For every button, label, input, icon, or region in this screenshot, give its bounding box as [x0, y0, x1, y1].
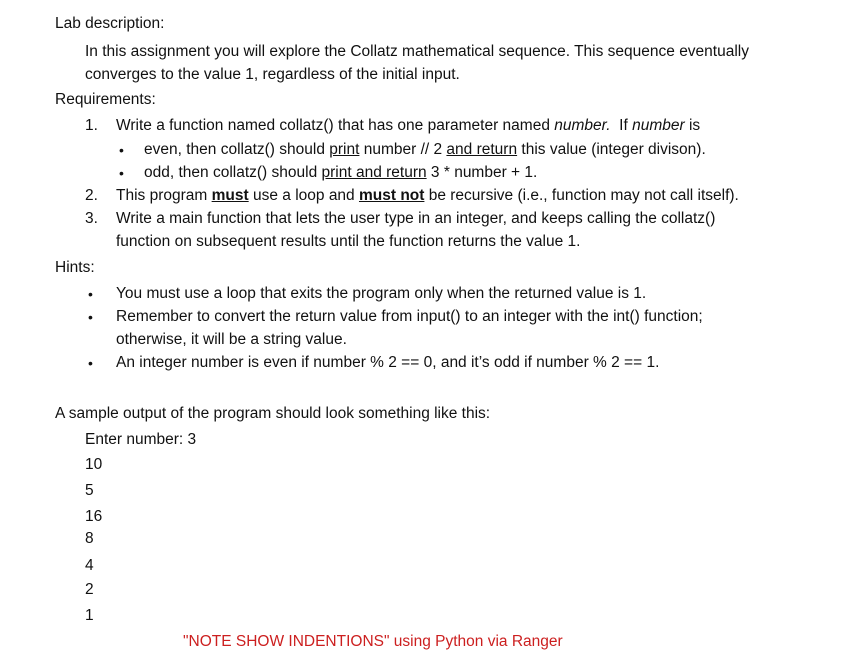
lab-description-line-2: converges to the value 1, regardless of the initial input. — [85, 66, 460, 83]
odd-post: 3 * number + 1. — [426, 164, 538, 181]
requirement-1-mid: If — [610, 117, 633, 134]
sample-value: 4 — [85, 557, 94, 574]
odd-print-and-return: print and return — [321, 164, 427, 181]
even-print: print — [329, 141, 360, 158]
req2-mid: use a loop and — [248, 187, 359, 204]
requirement-1-odd-text — [144, 163, 537, 183]
req2-must: must — [211, 187, 249, 204]
hints-heading: Hints: — [55, 259, 95, 276]
even-and-return: and return — [446, 141, 518, 158]
requirement-1-pre: Write a function named collatz() that has one parameter named — [116, 117, 555, 134]
requirement-1-post: is — [684, 117, 701, 134]
requirements-heading: Requirements: — [55, 91, 156, 108]
requirement-1-even-text — [144, 140, 706, 160]
lab-description-line-1: In this assignment you will explore the Collatz mathematical sequence. This sequence eventually — [85, 43, 749, 60]
requirement-1-param-2: number — [632, 117, 685, 134]
requirement-1-number: 1. — [85, 117, 98, 134]
sample-prompt: Enter number: 3 — [85, 431, 197, 448]
hint-2-line-2: otherwise, it will be a string value. — [116, 331, 347, 348]
requirement-1-bullet-2: • — [119, 165, 124, 181]
req2-pre: This program — [116, 187, 212, 204]
lab-description-heading: Lab description: — [55, 15, 165, 32]
hint-3-bullet: • — [88, 355, 93, 371]
requirement-1-text — [116, 116, 700, 136]
requirement-1-bullet-1: • — [119, 142, 124, 158]
requirement-3-number: 3. — [85, 210, 98, 227]
req2-must-not: must not — [358, 187, 425, 204]
note-text: "NOTE SHOW INDENTIONS" using Python via Ranger — [183, 633, 563, 650]
hint-1-bullet: • — [88, 286, 93, 302]
even-mid: number // 2 — [359, 141, 447, 158]
sample-value: 16 — [85, 508, 103, 525]
hint-2-bullet: • — [88, 309, 93, 325]
sample-output-heading: A sample output of the program should look something like this: — [55, 405, 491, 422]
sample-value: 2 — [85, 581, 94, 598]
sample-value: 1 — [85, 607, 94, 624]
req2-post: be recursive (i.e., function may not call itself). — [424, 187, 739, 204]
sample-value: 8 — [85, 530, 94, 547]
hint-2-line-1: Remember to convert the return value from input() to an integer with the int() function; — [116, 308, 703, 325]
sample-value: 10 — [85, 456, 103, 473]
even-pre: even, then collatz() should — [144, 141, 330, 158]
odd-pre: odd, then collatz() should — [144, 164, 322, 181]
requirement-1-param: number. — [554, 117, 611, 134]
hint-1-text: You must use a loop that exits the program only when the returned value is 1. — [116, 285, 647, 302]
hint-3-text: An integer number is even if number % 2 == 0, and it’s odd if number % 2 == 1. — [116, 354, 660, 371]
sample-value: 5 — [85, 482, 94, 499]
even-post: this value (integer divison). — [517, 141, 706, 158]
requirement-2-text — [116, 186, 739, 206]
requirement-2-number: 2. — [85, 187, 98, 204]
requirement-3-line-2: function on subsequent results until the function returns the value 1. — [116, 233, 581, 250]
requirement-3-line-1: Write a main function that lets the user type in an integer, and keeps calling the collatz() — [116, 210, 716, 227]
